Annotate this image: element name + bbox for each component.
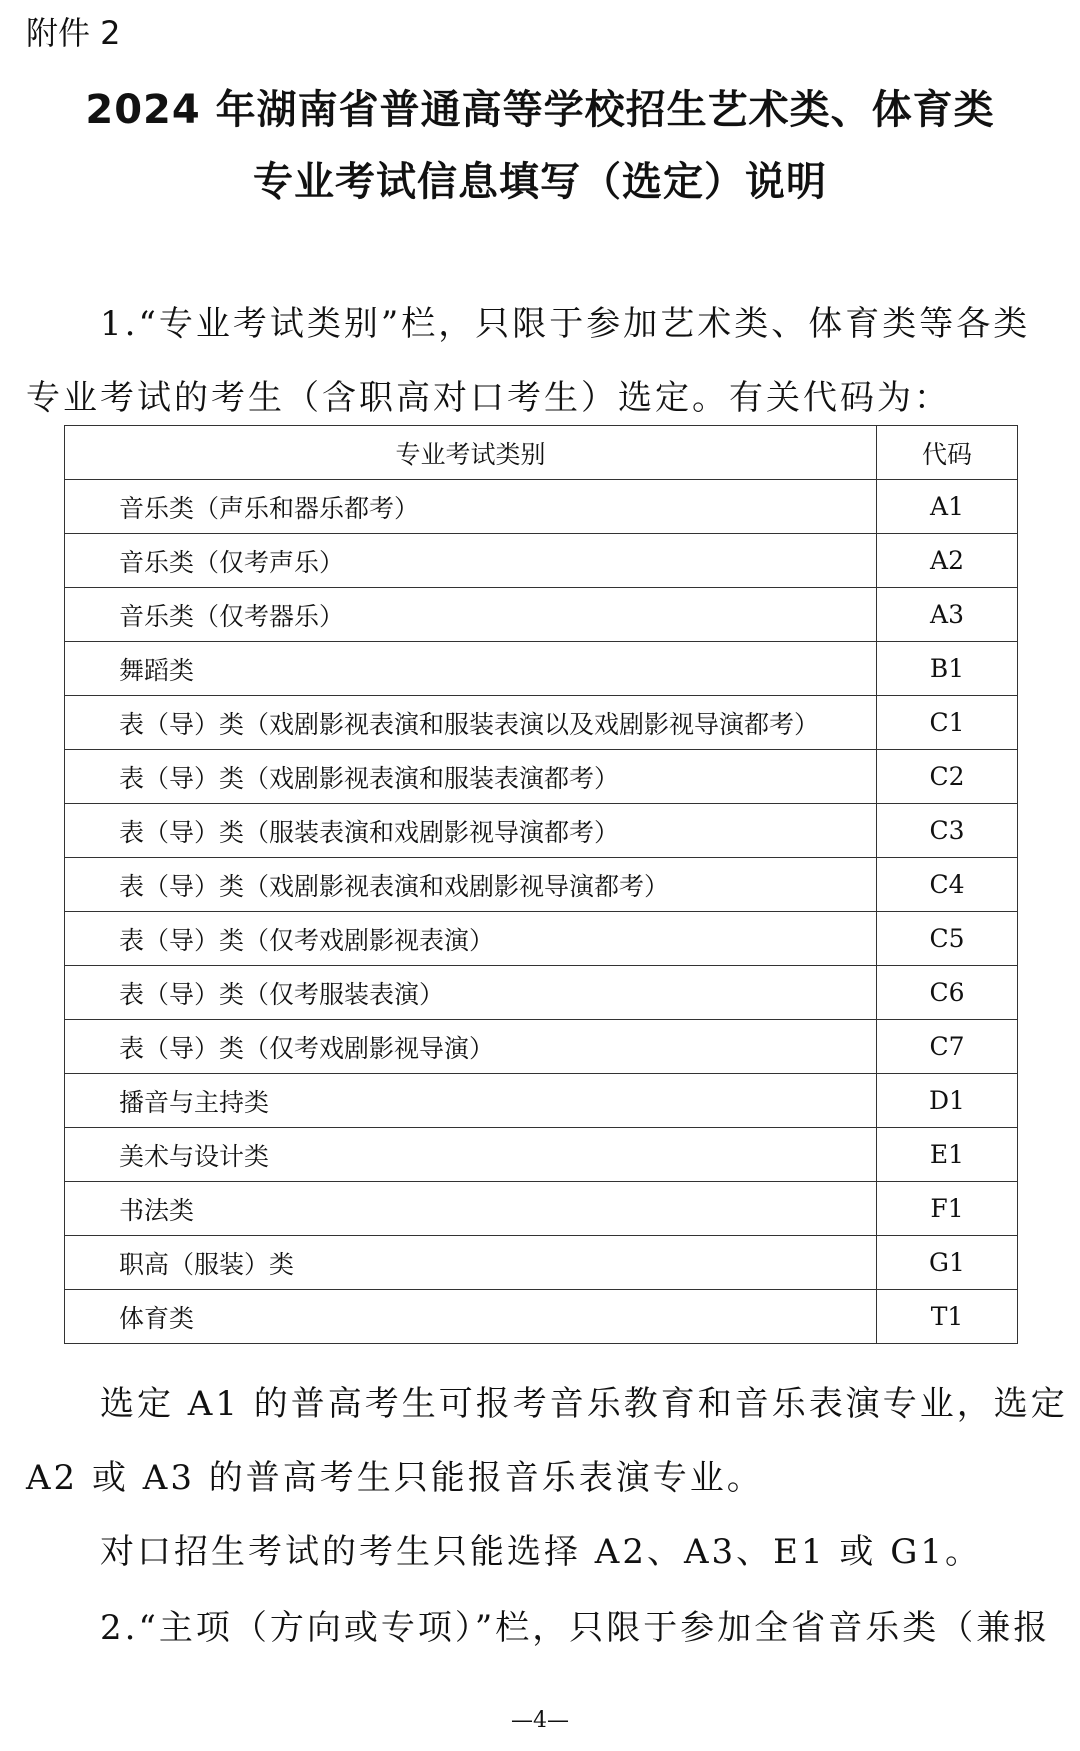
table-row (65, 750, 1018, 804)
category-cell: 音乐类（声乐和器乐都考） (65, 480, 877, 534)
header-category: 专业考试类别 (65, 426, 877, 480)
code-cell: F1 (877, 1182, 1018, 1236)
code-cell: A1 (877, 480, 1018, 534)
paragraph-2-line2: A2 或 A3 的普高考生只能报音乐表演专业。 (26, 1458, 764, 1498)
category-cell: 美术与设计类 (65, 1128, 877, 1182)
code-cell: T1 (877, 1290, 1018, 1344)
table-row (65, 1290, 1018, 1344)
code-cell: E1 (877, 1128, 1018, 1182)
table-row (65, 804, 1018, 858)
category-cell: 职高（服装）类 (65, 1236, 877, 1290)
code-cell: C6 (877, 966, 1018, 1020)
category-cell: 表（导）类（戏剧影视表演和服装表演以及戏剧影视导演都考） (65, 696, 877, 750)
code-cell: C1 (877, 696, 1018, 750)
category-cell: 表（导）类（戏剧影视表演和戏剧影视导演都考） (65, 858, 877, 912)
category-cell: 音乐类（仅考器乐） (65, 588, 877, 642)
category-cell: 表（导）类（服装表演和戏剧影视导演都考） (65, 804, 877, 858)
attachment-label: 附件 2 (26, 14, 121, 52)
category-cell: 音乐类（仅考声乐） (65, 534, 877, 588)
paragraph-2-line1: 选定 A1 的普高考生可报考音乐教育和音乐表演专业，选定 (100, 1384, 1068, 1424)
page-number: —4— (511, 1708, 569, 1733)
table-header-row (65, 426, 1018, 480)
code-cell: G1 (877, 1236, 1018, 1290)
table-row (65, 912, 1018, 966)
category-cell: 表（导）类（仅考服装表演） (65, 966, 877, 1020)
category-cell: 表（导）类（仅考戏剧影视表演） (65, 912, 877, 966)
category-cell: 表（导）类（戏剧影视表演和服装表演都考） (65, 750, 877, 804)
table-row (65, 696, 1018, 750)
table-row (65, 858, 1018, 912)
code-cell: C3 (877, 804, 1018, 858)
table-row (65, 480, 1018, 534)
category-cell: 书法类 (65, 1182, 877, 1236)
header-code: 代码 (877, 426, 1018, 480)
table-row (65, 1236, 1018, 1290)
category-code-table (64, 425, 1018, 1344)
code-cell: A2 (877, 534, 1018, 588)
category-cell: 舞蹈类 (65, 642, 877, 696)
table-row (65, 534, 1018, 588)
category-cell: 体育类 (65, 1290, 877, 1344)
category-cell: 表（导）类（仅考戏剧影视导演） (65, 1020, 877, 1074)
document-title-line1: 2024 年湖南省普通高等学校招生艺术类、体育类 (85, 87, 995, 133)
code-cell: C7 (877, 1020, 1018, 1074)
table-row (65, 1020, 1018, 1074)
paragraph-3: 对口招生考试的考生只能选择 A2、A3、E1 或 G1。 (100, 1532, 983, 1572)
document-title-line2: 专业考试信息填写（选定）说明 (253, 159, 827, 205)
code-cell: C4 (877, 858, 1018, 912)
code-cell: D1 (877, 1074, 1018, 1128)
table-row (65, 588, 1018, 642)
paragraph-4: 2.“主项（方向或专项）”栏，只限于参加全省音乐类（兼报 (100, 1608, 1051, 1648)
code-cell: C2 (877, 750, 1018, 804)
table-row (65, 1074, 1018, 1128)
paragraph-1-line1: 1.“专业考试类别”栏，只限于参加艺术类、体育类等各类 (100, 304, 1031, 344)
table-row (65, 642, 1018, 696)
table-row (65, 1128, 1018, 1182)
code-cell: C5 (877, 912, 1018, 966)
table-row (65, 966, 1018, 1020)
table-row (65, 1182, 1018, 1236)
paragraph-1-line2: 专业考试的考生（含职高对口考生）选定。有关代码为： (26, 378, 951, 418)
code-cell: A3 (877, 588, 1018, 642)
code-cell: B1 (877, 642, 1018, 696)
category-cell: 播音与主持类 (65, 1074, 877, 1128)
